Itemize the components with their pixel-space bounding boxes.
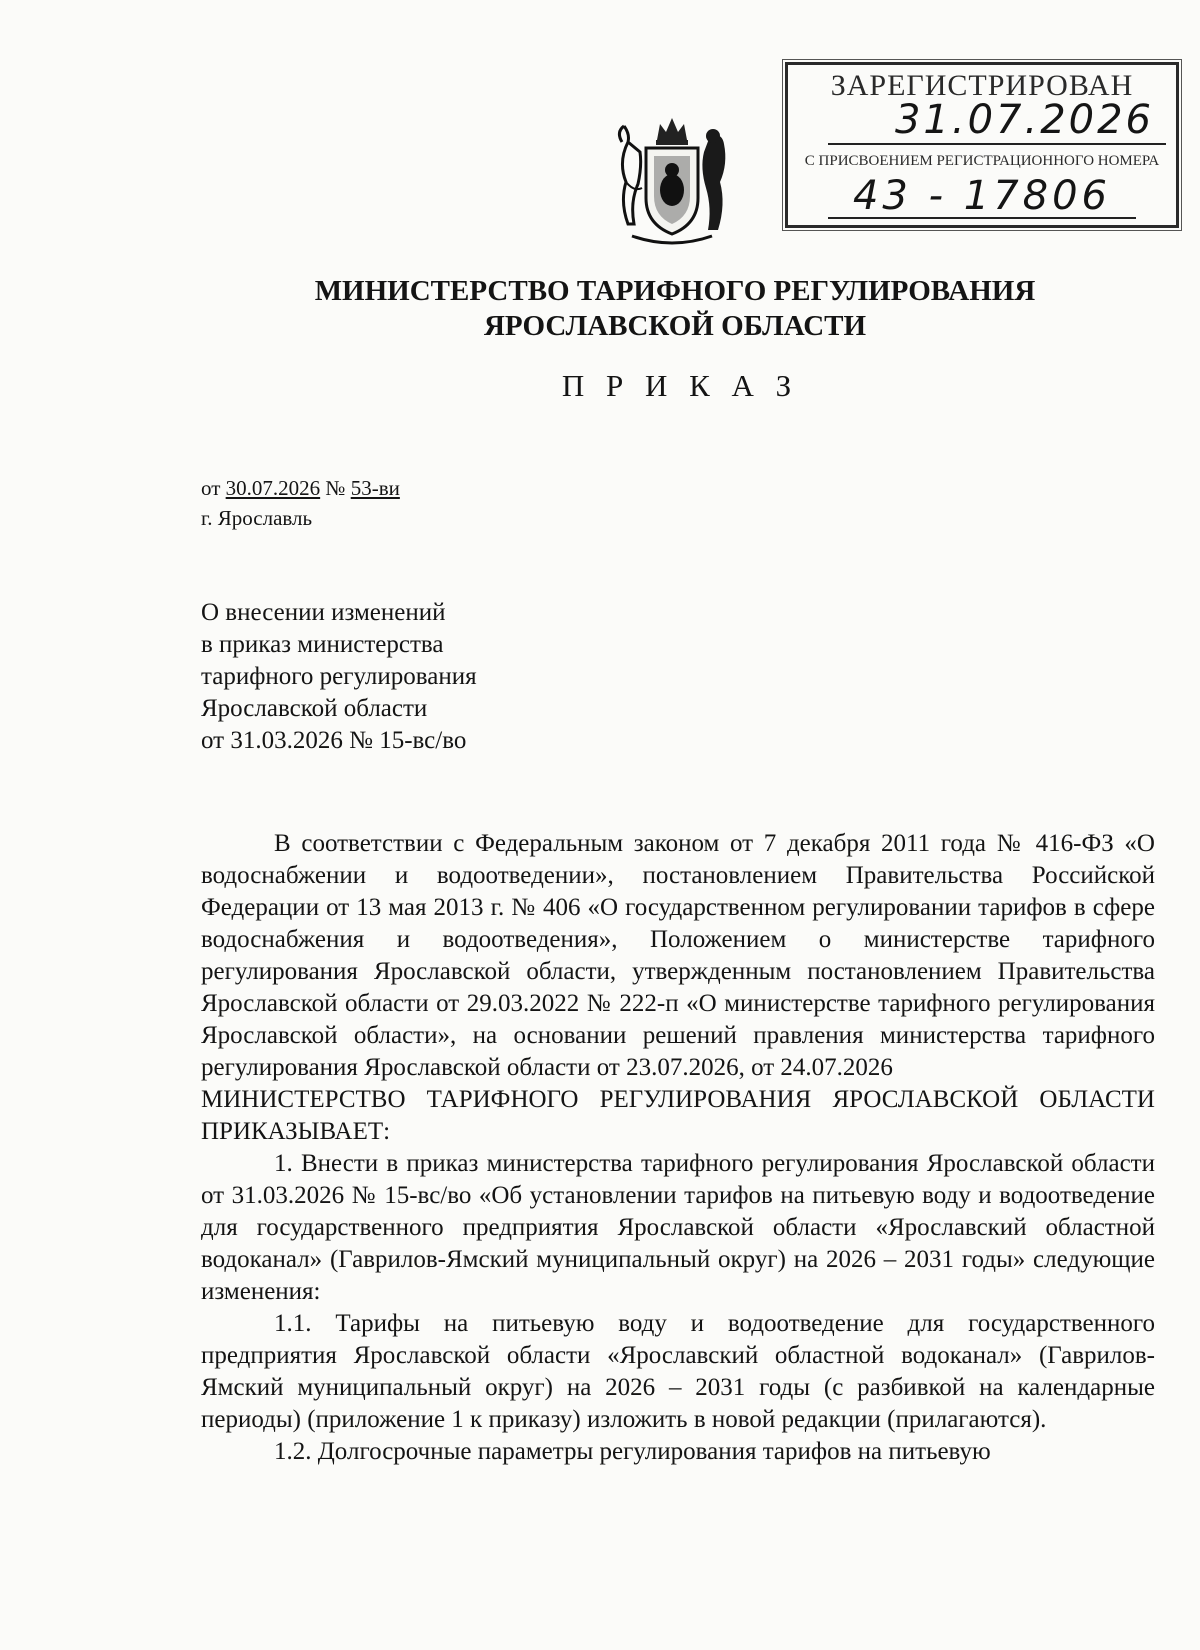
stamp-registration-number: 43 - 17806	[828, 173, 1136, 219]
stamp-date: 31.07.2026	[828, 97, 1166, 145]
document-type-title: П Р И К А З	[561, 368, 799, 403]
subject-line: от 31.03.2026 № 15-вс/во	[201, 727, 467, 754]
stamp-title: ЗАРЕГИСТРИРОВАН	[830, 69, 1134, 102]
ministry-name-line-2: ЯРОСЛАВСКОЙ ОБЛАСТИ	[483, 310, 867, 342]
item-1-1-paragraph: 1.1. Тарифы на питьевую воду и водоотведение для государственного предприятия Ярославской области «Ярославский областной водоканал» (Гаврилов-Ямский муниципальный округ) на 2026 – 2031 годы (с разбивкой на календарные периоды) (приложение 1 к приказу) изложить в новой редакции (прилагаются).	[201, 1310, 1155, 1433]
order-number-prefix: №	[320, 476, 351, 500]
stamp-subtitle: С ПРИСВОЕНИЕМ РЕГИСТРАЦИОННОГО НОМЕРА	[804, 153, 1160, 169]
decree-paragraph: МИНИСТЕРСТВО ТАРИФНОГО РЕГУЛИРОВАНИЯ ЯРОСЛАВСКОЙ ОБЛАСТИ ПРИКАЗЫВАЕТ:	[201, 1086, 1155, 1145]
order-number: 53-ви	[350, 476, 400, 500]
order-city: г. Ярославль	[201, 506, 313, 530]
subject-line: в приказ министерства	[201, 631, 444, 658]
registration-stamp	[785, 62, 1179, 228]
subject-line: О внесении изменений	[201, 599, 446, 626]
order-date-prefix: от	[201, 476, 226, 500]
coat-of-arms-icon	[612, 112, 732, 252]
order-date: 30.07.2026	[225, 476, 321, 500]
order-subject	[201, 597, 477, 757]
preamble-paragraph: В соответствии с Федеральным законом от 7 декабря 2011 года № 416-ФЗ «О водоснабжении и водоотведении», постановлением Правительства Российской Федерации от 13 мая 2013 г. № 406 «О государственном регулировании тарифов в сфере водоснабжения и водоотведения», Положением о министерстве тарифного регулирования Ярославской области, утвержденным постановлением Правительства Ярославской области от 29.03.2022 № 222-п «О министерстве тарифного регулирования Ярославской области», на основании решений правления министерства тарифного регулирования Ярославской области от 23.07.2026, от 24.07.2026	[201, 830, 1155, 1081]
ministry-name-line-1: МИНИСТЕРСТВО ТАРИФНОГО РЕГУЛИРОВАНИЯ	[314, 275, 1036, 307]
item-1-2-paragraph: 1.2. Долгосрочные параметры регулирования тарифов на питьевую	[274, 1438, 991, 1465]
order-date-number	[201, 476, 400, 501]
subject-line: Ярославской области	[201, 695, 428, 722]
item-1-paragraph: 1. Внести в приказ министерства тарифного регулирования Ярославской области от 31.03.2026 № 15-вс/во «Об установлении тарифов на питьевую воду и водоотведение для государственного предприятия Ярославской области «Ярославский областной водоканал» (Гаврилов-Ямский муниципальный округ) на 2026 – 2031 годы» следующие изменения:	[201, 1150, 1155, 1305]
document-body	[201, 828, 1155, 1468]
subject-line: тарифного регулирования	[201, 663, 477, 690]
